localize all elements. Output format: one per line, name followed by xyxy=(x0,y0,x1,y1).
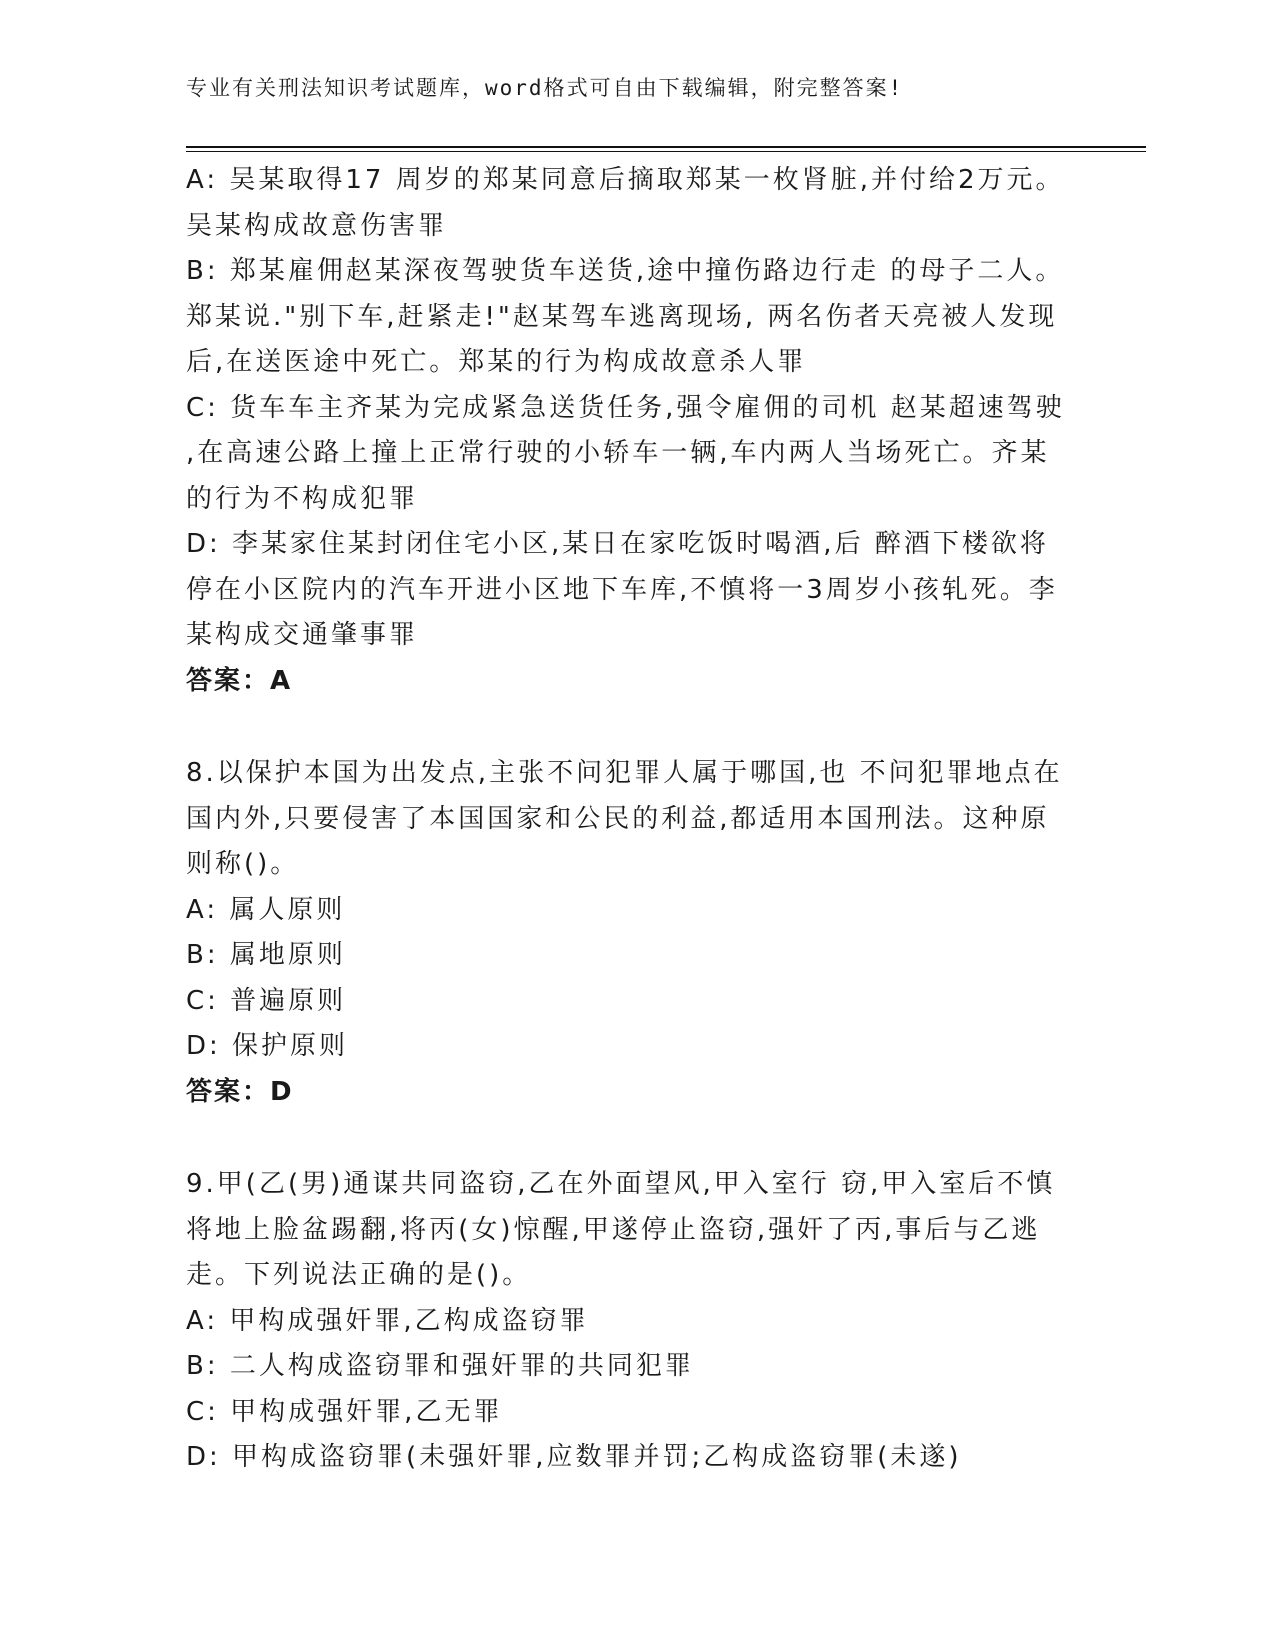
q9-option-a: A: 甲构成强奸罪,乙构成盗窃罪 xyxy=(186,1305,589,1336)
q8-question-line-1: 8.以保护本国为出发点,主张不问犯罪人属于哪国,也 不问犯罪地点在 xyxy=(186,758,1063,788)
q9-option-d: D: 甲构成盗窃罪(未强奸罪,应数罪并罚;乙构成盗窃罪(未遂) xyxy=(186,1442,962,1472)
document-body xyxy=(186,158,1086,1481)
q7-option-a-line-2: 吴某构成故意伤害罪 xyxy=(186,210,448,241)
q8-question-line-2: 国内外,只要侵害了本国国家和公民的利益,都适用本国刑法。这种原 xyxy=(186,803,1050,834)
q7-option-b-line-1: B: 郑某雇佣赵某深夜驾驶货车送货,途中撞伤路边行走 的母子二人。 xyxy=(186,256,1065,286)
q9-option-b: B: 二人构成盗窃罪和强奸罪的共同犯罪 xyxy=(186,1351,694,1381)
q7-option-b-line-2: 郑某说."别下车,赶紧走!"赵某驾车逃离现场, 两名伤者天亮被人发现 xyxy=(186,301,1058,332)
q7-option-d-line-1: D: 李某家住某封闭住宅小区,某日在家吃饭时喝酒,后 醉酒下楼欲将 xyxy=(186,529,1049,559)
q9-question-line-2: 将地上脸盆踢翻,将丙(女)惊醒,甲遂停止盗窃,强奸了丙,事后与乙逃 xyxy=(186,1214,1041,1245)
q8-answer: 答案：D xyxy=(186,1076,294,1107)
spacer xyxy=(186,1115,1086,1162)
q8-option-d: D: 保护原则 xyxy=(186,1031,349,1061)
q9-question-line-3: 走。下列说法正确的是()。 xyxy=(186,1260,532,1290)
q8-option-b: B: 属地原则 xyxy=(186,940,346,970)
q7-option-b-line-3: 后,在送医途中死亡。郑某的行为构成故意杀人罪 xyxy=(186,347,807,377)
spacer xyxy=(186,704,1086,751)
question-7-block xyxy=(186,158,1086,704)
question-9-block xyxy=(186,1162,1086,1481)
q8-question-line-3: 则称()。 xyxy=(186,849,300,879)
q8-option-a: A: 属人原则 xyxy=(186,894,346,925)
q7-option-d-line-2: 停在小区院内的汽车开进小区地下车库,不慎将一3周岁小孩轧死。李 xyxy=(186,574,1058,605)
q7-option-c-line-2: ,在高速公路上撞上正常行驶的小轿车一辆,车内两人当场死亡。齐某 xyxy=(186,438,1050,468)
q9-option-c: C: 甲构成强奸罪,乙无罪 xyxy=(186,1396,503,1427)
question-8-block xyxy=(186,751,1086,1115)
q7-option-c-line-1: C: 货车车主齐某为完成紧急送货任务,强令雇佣的司机 赵某超速驾驶 xyxy=(186,392,1065,423)
q7-option-a-line-1: A: 吴某取得17 周岁的郑某同意后摘取郑某一枚肾脏,并付给2万元。 xyxy=(186,165,1065,195)
q7-answer: 答案：A xyxy=(186,665,293,696)
q7-option-d-line-3: 某构成交通肇事罪 xyxy=(186,620,419,650)
header-divider xyxy=(186,146,1146,152)
q8-option-c: C: 普遍原则 xyxy=(186,985,347,1016)
page-header: 专业有关刑法知识考试题库，word格式可自由下载编辑，附完整答案! xyxy=(186,76,904,100)
q7-option-c-line-3: 的行为不构成犯罪 xyxy=(186,483,419,514)
q9-question-line-1: 9.甲(乙(男)通谋共同盗窃,乙在外面望风,甲入室行 窃,甲入室后不慎 xyxy=(186,1169,1056,1199)
